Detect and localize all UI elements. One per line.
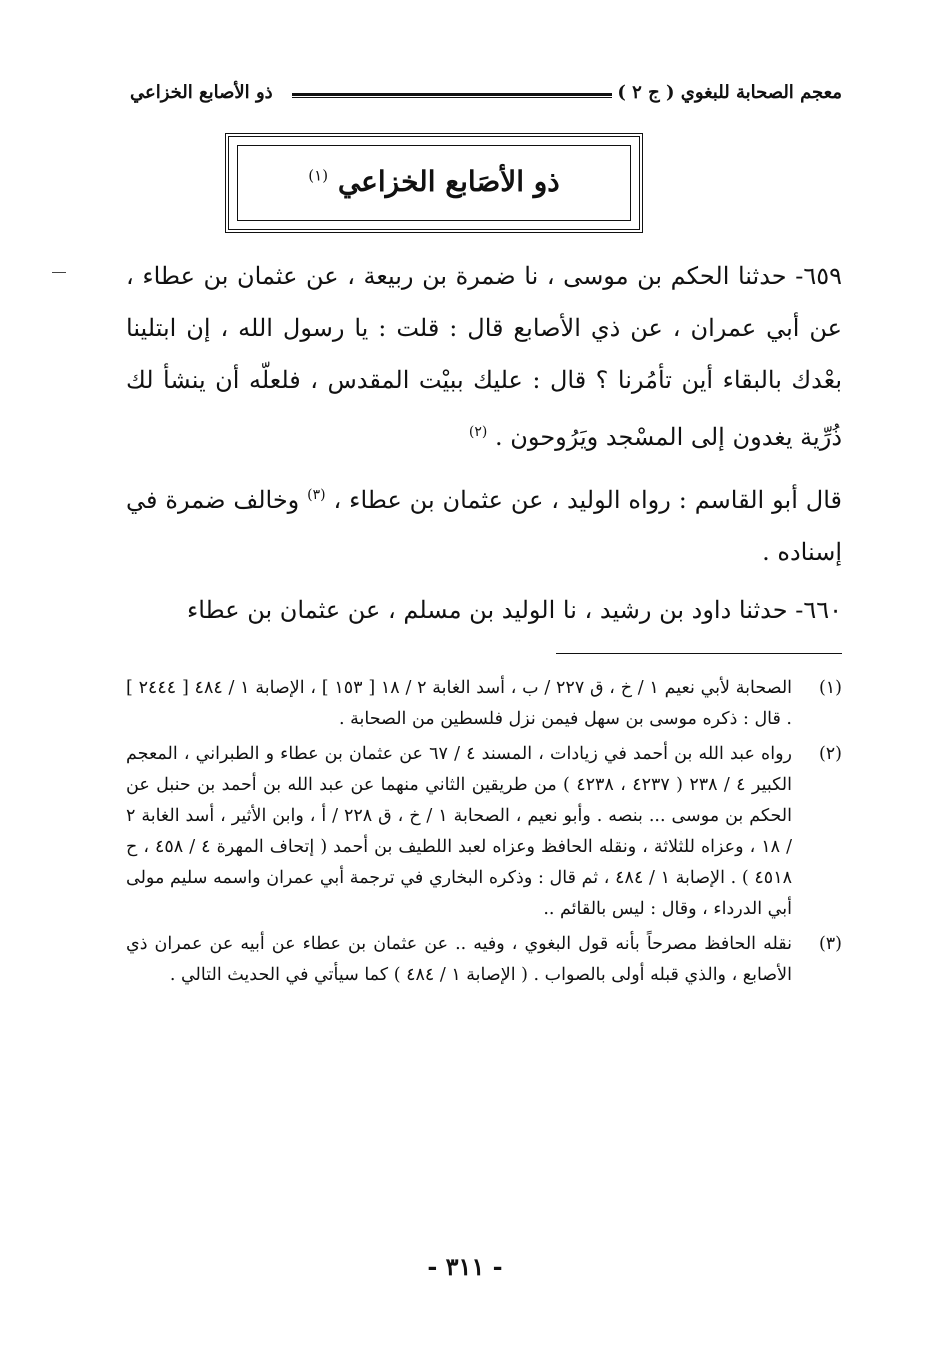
- entry-title: [229, 165, 639, 198]
- entry-title-text: ذو الأصَابع الخزاعي: [337, 165, 560, 198]
- footnotes: [126, 673, 842, 995]
- commentary-text-a: قال أبو القاسم : رواه الوليد ، عن عثمان بن عطاء ،: [333, 486, 842, 514]
- page-number: - ٣١١ -: [427, 1252, 503, 1281]
- footnote-text: الصحابة لأبي نعيم ١ / خ ، ق ٢٢٧ / ب ، أسد الغابة ٢ / ١٨ [ ١٥٣ ] ، الإصابة ١ / ٤٨٤ [ ٢٤٤٤ ] . قال : ذكره موسى بن سهل فيمن نزل فلسطين من الصحابة .: [126, 678, 793, 729]
- footnote-number: (١): [818, 678, 842, 698]
- entry-name-header: ذو الأصابع الخزاعي: [130, 82, 273, 103]
- main-text: [126, 250, 842, 636]
- footnote-text: رواه عبد الله بن أحمد في زيادات ، المسند ٤ / ٦٧ عن عثمان بن عطاء و الطبراني ، المعجم الكبير ٤ / ٢٣٨ ( ٤٢٣٧ ، ٤٢٣٨ ) من طريقين الثاني منهما عن عبد الله بن أحمد بن حنبل عن الحكم بن موسى ... بنصه . وأبو نعيم ، الصحابة ١ / خ ، ق ٢٢٨ / أ ، وابن الأثير ، أسد الغابة ٢ / ١٨ ، وعزاه للثلاثة ، ونقله الحافظ وعزاه لعبد اللطيف بن أحمد ( إتحاف المهرة ٤ / ٤٥٨ ، ح ٤٥١٨ ) . الإصابة ١ / ٤٨٤ ، ثم قال : وذكره البخاري في ترجمة أبي عمران واسمه سليم مولى أبي الدرداء ، وقال : ليس بالقائم ..: [126, 744, 792, 919]
- commentary-paragraph: [126, 469, 842, 578]
- header-rule: [292, 93, 612, 96]
- running-header: [130, 80, 842, 110]
- footnote-ref-2: (٢): [468, 424, 488, 440]
- header-rule-thin: [292, 97, 612, 98]
- hadith-659-text: ٦٥٩- حدثنا الحكم بن موسى ، نا ضمرة بن ربيعة ، عن عثمان بن عطاء ، عن أبي عمران ، عن ذي الأصابع قال : قلت : يا رسول الله ، إن ابتلينا بعْدك بالبقاء أين تأمُرنا ؟ قال : عليك ببيْت المقدس ، فلعلّه أن ينشأ لك ذُرِّية يغدون إلى المسْجد ويَرُوحون .: [126, 262, 842, 451]
- footnote-number: (٢): [818, 744, 842, 764]
- hadith-660: ٦٦٠- حدثنا داود بن رشيد ، نا الوليد بن مسلم ، عن عثمان بن عطاء: [186, 596, 842, 624]
- hadith-659: [126, 250, 842, 463]
- footnote-ref-3: (٣): [307, 487, 326, 503]
- margin-mark: [52, 272, 66, 273]
- title-frame: [225, 133, 643, 233]
- commentary-text-b: وخالف ضمرة في إسناده .: [126, 486, 842, 566]
- footnote-2: [126, 739, 842, 925]
- book-title: معجم الصحابة للبغوي ( ج ٢ ): [617, 82, 842, 103]
- footnote-1: [126, 673, 842, 735]
- footnote-text: نقله الحافظ مصرحاً بأنه قول البغوي ، وفيه .. عن عثمان بن عطاء عن أبيه عن عمران ذي الأصابع ، والذي قبله أولى بالصواب . ( الإصابة ١ / ٤٨٤ ) كما سيأتي في الحديث التالي .: [126, 934, 792, 985]
- title-footnote-ref: (١): [308, 166, 329, 185]
- footnote-number: (٣): [818, 934, 842, 954]
- footnote-3: [126, 929, 842, 991]
- footnote-separator: [556, 653, 842, 654]
